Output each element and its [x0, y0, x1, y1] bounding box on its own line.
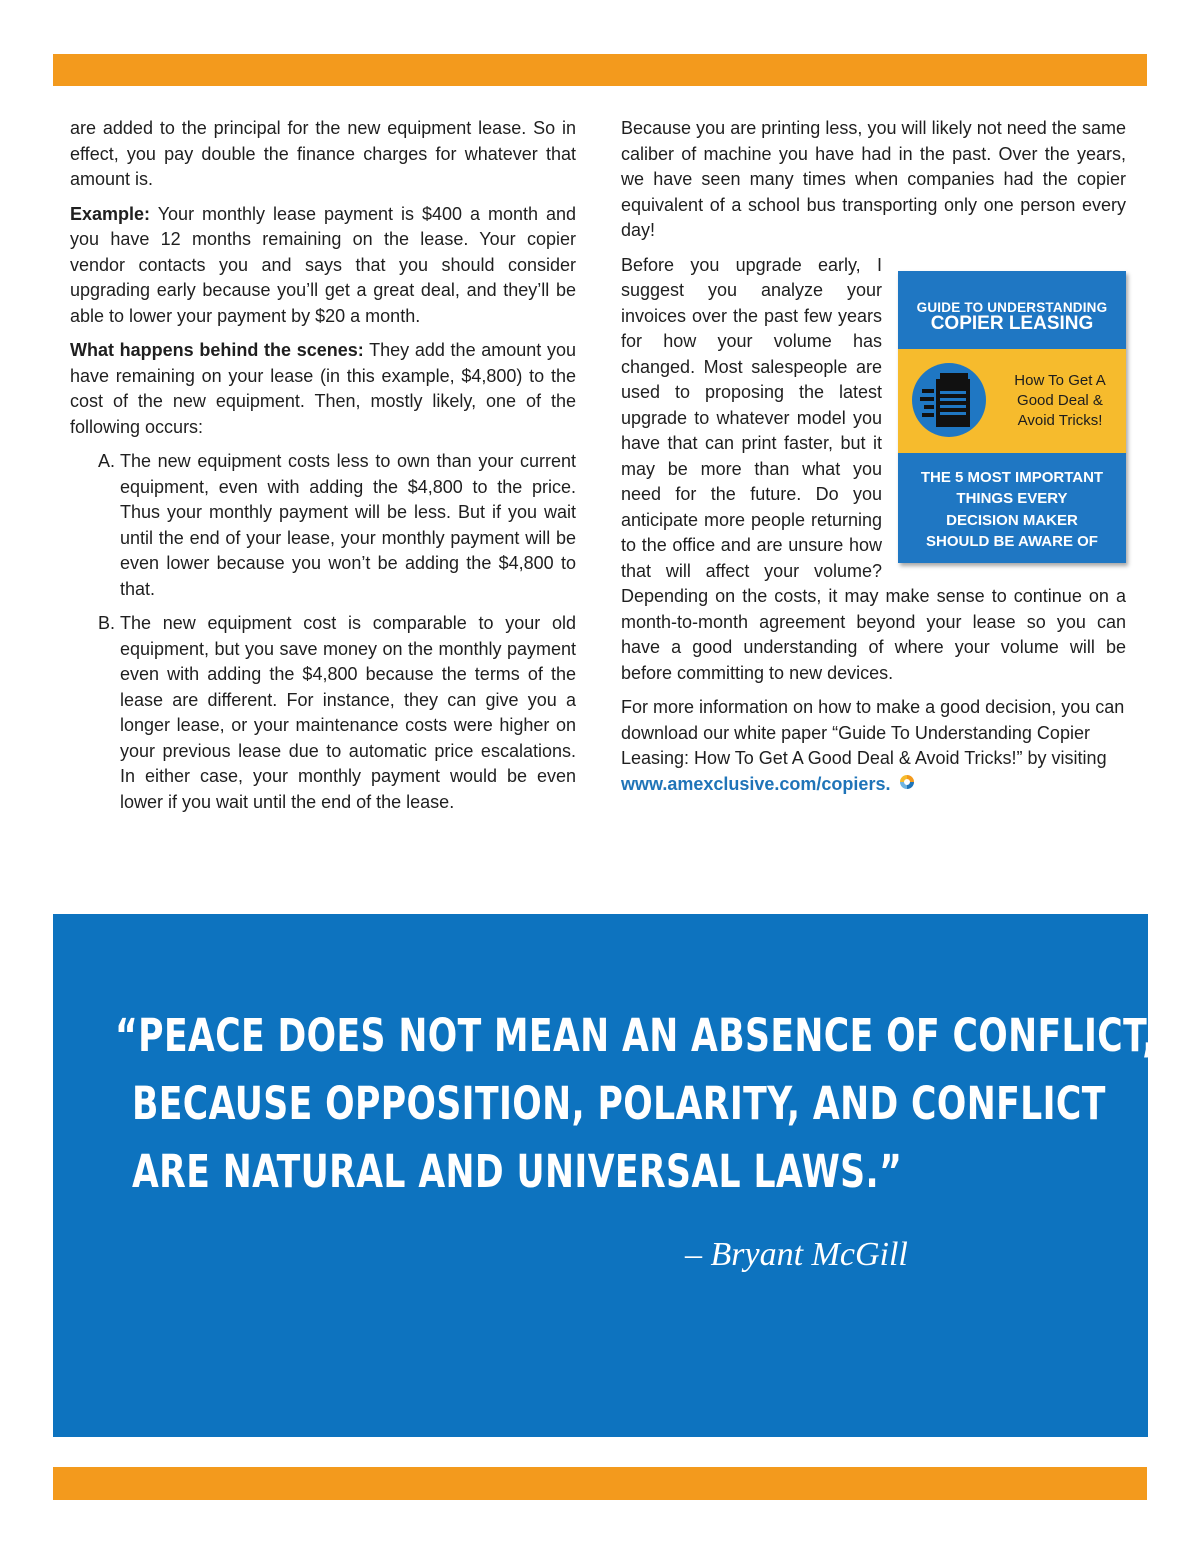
right-paragraph-3: [621, 695, 1126, 797]
behind-scenes-text: They add the amount you have remaining on your lease (in this example, $4,800) to the cost of the new equipment. Then, mostly likely, one of the following occurs:: [70, 340, 577, 437]
book-cover: [898, 271, 1126, 563]
example-text: Your monthly lease payment is $400 a month and you have 12 months remaining on the lease. Your copier vendor contacts you and says that you should consider upgrading early because you’ll get a great deal, and they’ll be able to lower your payment by $20 a month.: [70, 203, 576, 326]
behind-scenes-paragraph: [70, 338, 576, 440]
cover-subtitle-line-3: Avoid Tricks!: [1017, 411, 1103, 429]
right-paragraph-2: [621, 253, 1126, 687]
quote-panel: [53, 914, 1156, 1437]
behind-scenes-label: What happens behind the scenes:: [70, 340, 364, 360]
left-paragraph-1: are added to the principal for the new equipment lease. So in effect, you pay double the finance charges for whatever that amount is.: [70, 118, 576, 189]
list-item-text: The new equipment costs less to own than your current equipment, even with adding the $4,800 to the price. Thus your monthly payment will be less. But if you wait until the end of your lease, your monthly payment will be even lower because you won’t be adding the $4,800 to that.: [120, 451, 576, 599]
cover-subtitle: [1002, 371, 1118, 431]
right-column: [621, 116, 1126, 806]
example-paragraph: [70, 202, 576, 330]
book-cover-image[interactable]: [898, 271, 1126, 563]
cover-bottom-line-4: SHOULD BE AWARE OF: [926, 533, 1098, 550]
quote-text: [115, 1002, 1156, 1206]
white-paper-text: For more information on how to make a good decision, you can download our white paper “Guide To Understanding Copier Leasing: How To Get A Good Deal & Avoid Tricks!” by visiting: [621, 697, 1125, 768]
list-item: [70, 611, 576, 815]
quote-line-2: BECAUSE OPPOSITION, POLARITY, AND CONFLICT: [131, 1077, 1106, 1130]
list-item: [70, 449, 576, 602]
cover-bottom-text: [898, 467, 1126, 553]
quote-author: – Bryant McGill: [685, 1236, 908, 1273]
copiers-link[interactable]: www.amexclusive.com/copiers.: [621, 773, 891, 794]
right-paragraph-1: Because you are printing less, you will likely not need the same caliber of machine you have had in the past. Over the years, we have seen many times when companies had the copier equivalent of a school bus transporting only one person every day!: [621, 118, 1126, 240]
left-column: [70, 116, 576, 824]
list-item-text: The new equipment cost is comparable to your old equipment, but you save money on the monthly payment even with adding the $4,800 because the terms of the lease are different. For instance, they can give you a longer lease, or your maintenance costs were higher on your previous lease due to automatic price escalations. In either case, your monthly payment would be even lower if you wait until the end of the lease.: [120, 613, 576, 812]
cover-title-small: GUIDE TO UNDERSTANDING: [916, 299, 1108, 315]
cover-title-large: COPIER LEASING: [930, 312, 1094, 334]
list-marker: B.: [98, 613, 116, 633]
cover-bottom-line-2: THINGS EVERY: [956, 490, 1068, 507]
top-accent-bar: [53, 54, 1147, 86]
quote-line-3: ARE NATURAL AND UNIVERSAL LAWS.”: [131, 1145, 903, 1198]
cover-subtitle-line-2: Good Deal &: [1017, 391, 1103, 409]
list-marker: A.: [98, 451, 116, 471]
example-label: Example:: [70, 203, 151, 224]
company-logo-icon: [898, 773, 916, 791]
quote-line-1: “PEACE DOES NOT MEAN AN ABSENCE OF CONFLICT,: [115, 1009, 1156, 1062]
copier-icon: [918, 365, 980, 435]
cover-bottom-line-1: THE 5 MOST IMPORTANT: [920, 468, 1104, 486]
bottom-accent-bar: [53, 1467, 1147, 1500]
outcome-list: [70, 449, 576, 815]
cover-bottom-line-3: DECISION MAKER: [946, 511, 1078, 529]
cover-subtitle-line-1: How To Get A: [1014, 371, 1106, 389]
right-paragraph-2-text: Before you upgrade early, I suggest you analyze your invoices over the past few years for how your volume has changed. Most salespeople are used to proposing the latest upgrade to whatever model you have that can print faster, but it may be more than what you need for the future. Do you anticipate more people returning to the office and are unsure how that will affect your volume? Depending on the costs, it may make sense to continue on a month-to-month agreement beyond your lease so you can have a good understanding of where your volume will be before committing to new devices.: [621, 254, 1126, 683]
